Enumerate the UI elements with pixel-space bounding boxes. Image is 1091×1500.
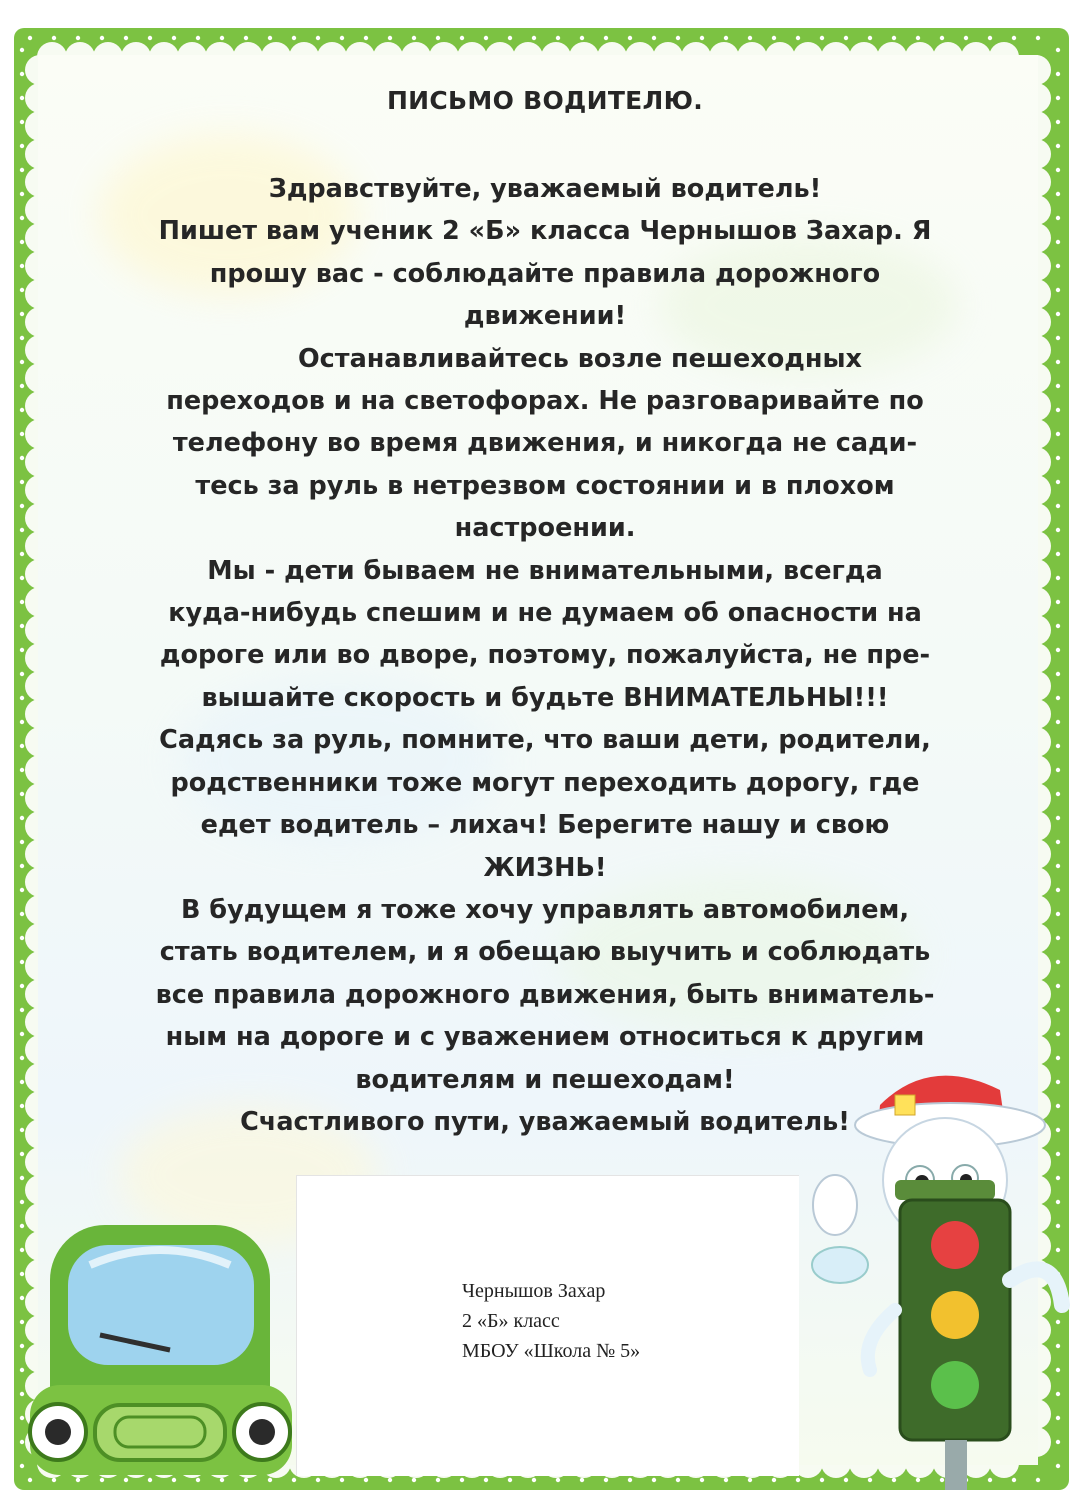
- letter-line: телефону во время движения, и никогда не сади-: [172, 428, 918, 459]
- letter-line: водителям и пешеходам!: [355, 1064, 735, 1095]
- signature-name: Чернышов Захар: [462, 1280, 606, 1302]
- letter-line: Счастливого пути, уважаемый водитель!: [240, 1106, 850, 1137]
- letter-line: переходов и на светофорах. Не разговаривайте по: [166, 386, 924, 417]
- signature: [462, 1276, 640, 1366]
- signature-class: 2 «Б» класс: [462, 1310, 560, 1332]
- letter-line: Здравствуйте, уважаемый водитель!: [268, 174, 822, 204]
- letter-line: прошу вас - соблюдайте правила дорожного: [209, 258, 881, 289]
- letter-line: Мы - дети бываем не внимательными, всегда: [207, 555, 883, 586]
- letter-line: родственники тоже могут переходить дорогу, где: [170, 767, 920, 798]
- letter-line: В будущем я тоже хочу управлять автомобилем,: [180, 894, 910, 925]
- snowman-traffic-light-illustration: [800, 1050, 1070, 1490]
- letter-line: ным на дороге и с уважением относиться к другим: [165, 1022, 925, 1053]
- page-title: ПИСЬМО ВОДИТЕЛЮ.: [386, 86, 704, 115]
- signature-box: [296, 1175, 799, 1476]
- letter-line: куда-нибудь спешим и не думаем об опасности на: [168, 598, 922, 629]
- letter-line: Садясь за руль, помните, что ваши дети, родители,: [159, 725, 931, 756]
- letter-line: ЖИЗНЬ!: [483, 852, 607, 883]
- letter-line: Останавливайтесь возле пешеходных: [298, 343, 862, 374]
- letter-line: стать водителем, и я обещаю выучить и соблюдать: [159, 937, 931, 968]
- car-illustration: [20, 1195, 300, 1485]
- letter-line: вышайте скорость и будьте ВНИМАТЕЛЬНЫ!!!: [201, 682, 889, 713]
- letter-line: дороге или во дворе, поэтому, пожалуйста, не пре-: [159, 640, 931, 671]
- letter-line: Пишет вам ученик 2 «Б» класса Чернышов Захар. Я: [158, 216, 932, 247]
- letter-body: [80, 168, 1010, 1143]
- letter-line: тесь за руль в нетрезвом состоянии и в плохом: [195, 470, 895, 501]
- signature-school: МБОУ «Школа № 5»: [462, 1340, 641, 1362]
- letter-line: настроении.: [454, 513, 636, 544]
- letter-line: все правила дорожного движения, быть вниматель-: [155, 979, 935, 1010]
- letter-line: движении!: [463, 301, 627, 332]
- letter-line: едет водитель – лихач! Берегите нашу и свою: [200, 810, 890, 841]
